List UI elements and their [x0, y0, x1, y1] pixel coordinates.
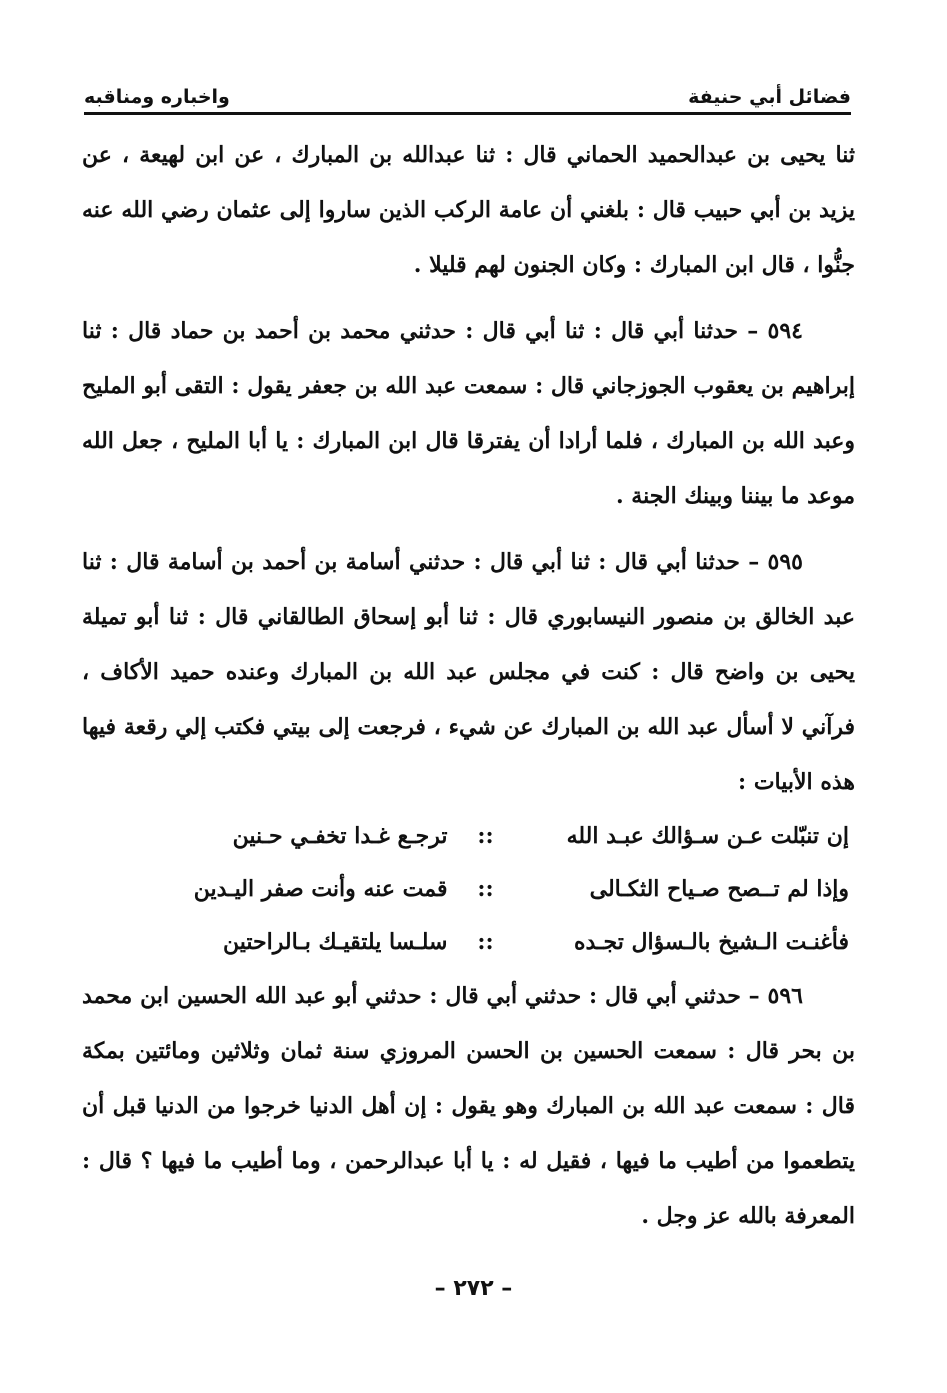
verse-first-hemistich: إن تنبّلت عـن سـؤالك عبـد الله — [566, 823, 849, 849]
verse-second-hemistich: ترجـع غـدا تخفـي حـنين — [232, 823, 448, 849]
verse-separator: :: — [477, 929, 494, 955]
verse-first-hemistich: وإذا لم تــصح صـياح الثكـالى — [589, 876, 849, 902]
verse-line — [82, 916, 855, 969]
page-body — [82, 128, 855, 1244]
poem-verses — [82, 810, 855, 969]
hadith-596: ٥٩٦ – حدثني أبي قال : حدثني أبي قال : حدثني أبو عبد الله الحسين ابن محمد بن بحر قال : سمعت الحسين بن الحسن المروزي سنة ثمان وثلاثين ومائتين بمكة قال : سمعت عبد الله بن المبارك وهو يقول : إن أهل الدنيا خرجوا من الدنيا قبل أن يتطعموا من أطيب ما فيها ، فقيل له : يا أبا عبدالرحمن ، وما أطيب ما فيها ؟ قال : المعرفة بالله عز وجل . — [82, 983, 855, 1229]
header-rule — [84, 112, 851, 115]
running-header — [84, 74, 851, 108]
verse-second-hemistich: سلـسا يلتقيـك بـالراحتين — [223, 929, 448, 955]
verse-second-hemistich: قمت عنه وأنت صفر اليـدين — [193, 876, 448, 902]
header-book-title: فضائل أبي حنيفة — [688, 86, 851, 108]
paragraph-continuation: ثنا يحيى بن عبدالحميد الحماني قال : ثنا عبدالله بن المبارك ، عن ابن لهيعة ، عن يزيد بن أبي حبيب قال : بلغني أن عامة الركب الذين ساروا إلى عثمان رضي الله عنه جنُّوا ، قال ابن المبارك : وكان الجنون لهم قليلا . — [82, 142, 855, 278]
hadith-595: ٥٩٥ – حدثنا أبي قال : ثنا أبي قال : حدثني أسامة بن أحمد بن أسامة قال : ثنا عبد الخالق بن منصور النيسابوري قال : ثنا أبو إسحاق الطالقاني قال : ثنا أبو تميلة يحيى بن واضح قال : كنت في مجلس عبد الله بن المبارك وعنده حميد الأكاف ، فرآني لا أسأل عبد الله بن المبارك عن شيء ، فرجعت إلى بيتي فكتب إلي رقعة فيها هذه الأبيات : — [82, 549, 855, 795]
header-book-subtitle: واخباره ومناقبه — [84, 86, 230, 108]
verse-separator: :: — [477, 876, 494, 902]
page-number: – ٢٧٢ – — [434, 1276, 513, 1301]
hadith-594: ٥٩٤ – حدثنا أبي قال : ثنا أبي قال : حدثني محمد بن أحمد بن حماد قال : ثنا إبراهيم بن يعقوب الجوزجاني قال : سمعت عبد الله بن جعفر يقول : التقى أبو المليح وعبد الله بن المبارك ، فلما أرادا أن يفترقا قال ابن المبارك : يا أبا المليح ، جعل الله موعد ما بيننا وبينك الجنة . — [82, 318, 855, 509]
verse-separator: :: — [477, 823, 494, 849]
verse-line — [82, 863, 855, 916]
verse-first-hemistich: فأغنـت الـشيخ بالـسؤال تجـده — [573, 929, 849, 955]
verse-line — [82, 810, 855, 863]
